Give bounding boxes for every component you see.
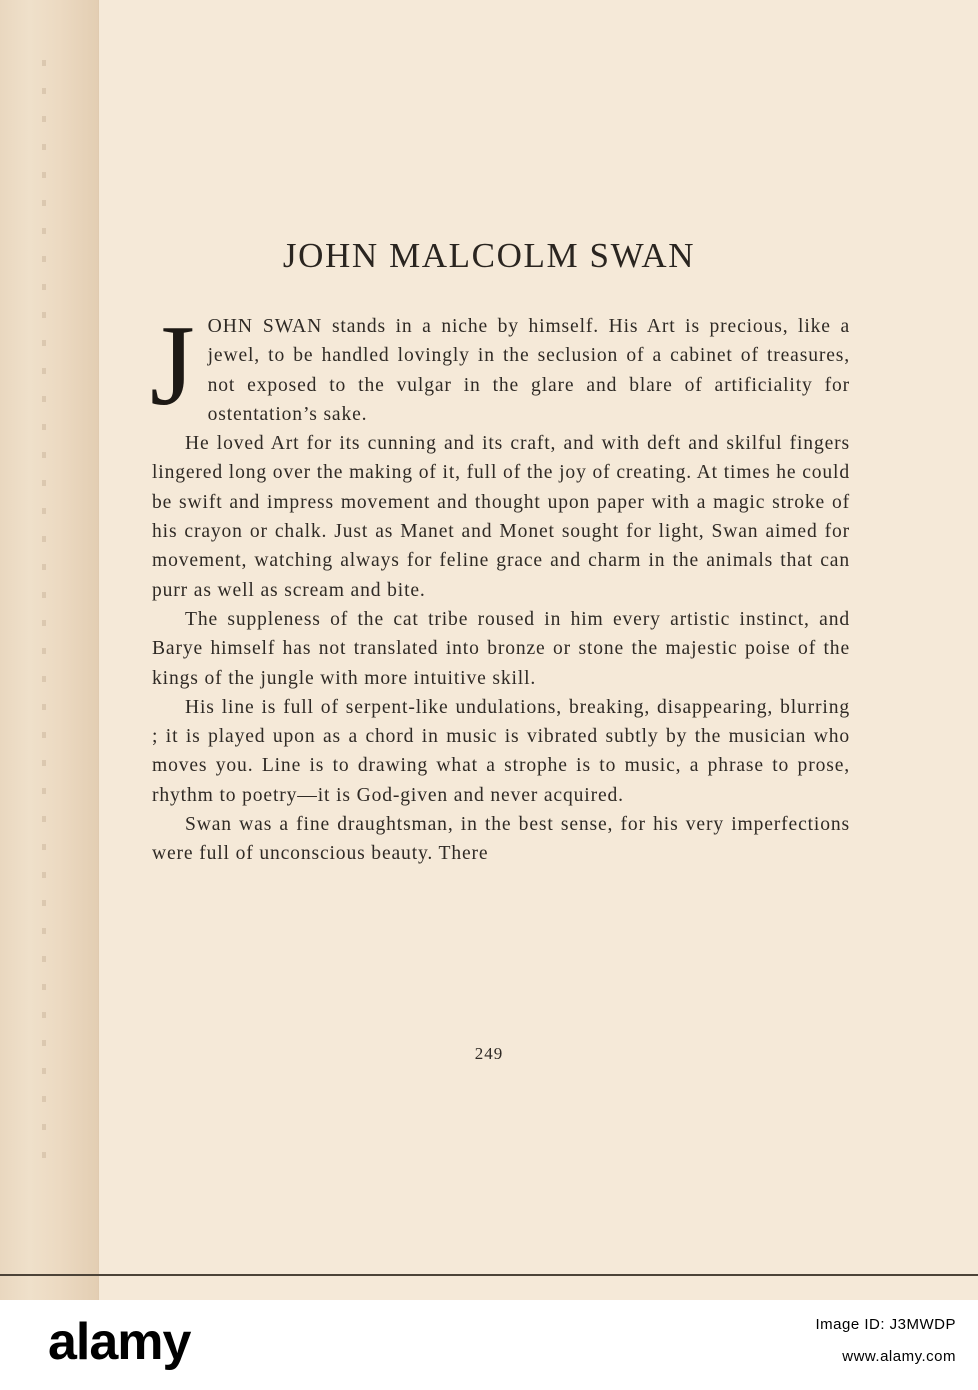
lead-in-words: OHN SWAN	[207, 316, 323, 337]
stock-logo: alamy	[48, 1313, 191, 1371]
page-title: JOHN MALCOLM SWAN	[282, 236, 696, 275]
book-spine-gutter	[0, 0, 99, 1300]
body-text	[150, 302, 850, 869]
paragraph-1-text: stands in a niche by himself. His Art is precious, like a jewel, to be handled lovingly in the seclusion of a cabinet of treasures, not exposed to the vulgar in the glare and blare of artificiality for ostentation’s sake.	[207, 316, 850, 425]
page-bottom-edge	[0, 1274, 978, 1276]
paragraph-1	[150, 302, 850, 429]
stock-image-id: Image ID: J3MWDP	[815, 1316, 956, 1333]
spine-texture	[42, 60, 46, 1160]
page-number: 249	[474, 1044, 504, 1063]
paragraph-3: The suppleness of the cat tribe roused in him every artistic instinct, and Barye himself has not translated into bronze or stone the majestic poise of the kings of the jungle with more intuitive skill.	[152, 608, 850, 689]
stock-url: www.alamy.com	[842, 1348, 956, 1365]
paragraph-4: His line is full of serpent-like undulations, breaking, disappearing, blurring ; it is played upon as a chord in music is vibrated subtly by the musician who moves you. Line is to drawing what a strophe is to music, a phrase to prose, rhythm to poetry—it is God-given and never acquired.	[152, 696, 850, 806]
paragraph-2: He loved Art for its cunning and its craft, and with deft and skilful fingers lingered long over the making of it, full of the joy of creating. At times he could be swift and impress movement and thought upon paper with a magic stroke of his crayon or chalk. Just as Manet and Monet sought for light, Swan aimed for movement, watching always for feline grace and charm in the animals that can purr as well as scream and bite.	[152, 433, 850, 601]
paragraph-5: Swan was a fine draughtsman, in the best sense, for his very imperfections were full of unconscious beauty. There	[152, 814, 850, 865]
drop-cap: J	[150, 302, 196, 429]
